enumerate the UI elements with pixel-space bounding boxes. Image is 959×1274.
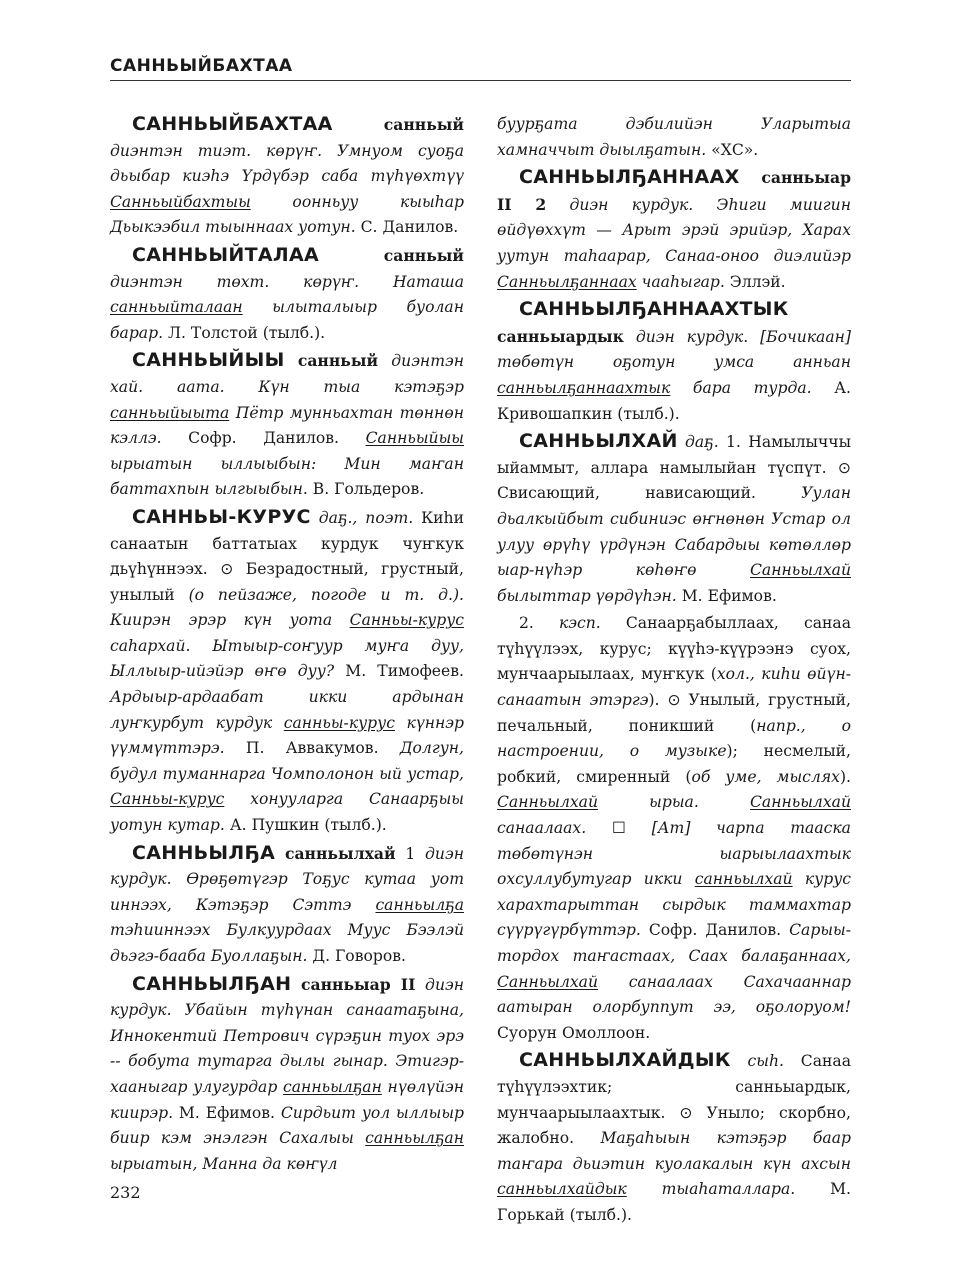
- entry-sannylga: САННЬЫЛҔА санньылхай 1 диэн курдук. Өрөҕөтүгэр Тоҕус кутаа уот иннээх, Кэтэҕэр Сэттэ санньылҕа тэһииннээх Булкуурдаах Муус Бээлэй дьэгэ-бааба Буоллаҕын. Д. Говоров.: [110, 841, 464, 965]
- usage-example-word: Санньыйыы: [365, 429, 464, 448]
- russian-translation-marker-icon: ⊙: [679, 1103, 693, 1122]
- russian-translation-marker-icon: ⊙: [837, 458, 851, 477]
- headword: САННЬЫЙТАЛАА: [132, 243, 319, 266]
- source-citation: В. Гольдеров.: [312, 480, 425, 499]
- usage-example-word: санньылҕа: [375, 895, 464, 914]
- usage-example-word: Санньылхай: [497, 972, 599, 991]
- source-citation: Д. Говоров.: [312, 947, 406, 965]
- source-citation: «ХС».: [711, 140, 759, 159]
- usage-example-word: санньы-курус: [283, 713, 395, 732]
- headword: САННЬЫЛҔА: [132, 841, 276, 864]
- running-head: САННЬЫЙБАХТАА: [110, 56, 293, 76]
- left-column: [110, 112, 464, 1179]
- cross-reference: санньый: [383, 245, 464, 265]
- cross-reference: санньый: [383, 115, 464, 134]
- source-citation: С. Данилов.: [360, 218, 459, 237]
- entry-sannylkhay-sense-2: 2. кэсп. Санаарҕабыллаах, санаа түһүүлээх, курус; күүһэ-күүрээнэ суох, мунчаарыылаах, муҥкук (хол., киһи өйүн-санаатын этэргэ). ⊙ Унылый, грустный, печальный, поникший (напр., о настроении, о музыке); несмелый, робкий, смиренный (об уме, мыслях). Санньылхай ырыа. Санньылхай санаалаах. ☐ [Ат] чарпа тааска төбөтүнэн ыарыылаахтык охсуллубутугар икки санньылхай курус харахтарыттан сырдык таммахтар сүүрүгүрбүттэр. Софр. Данилов. Сарыы-тордох таҥастаах, Саах балаҕаннаах, Санньылхай санаалаах Сахачааннар аатыран олорбуппут ээ, оҕолоруом! Суорун Омоллоон.: [497, 614, 852, 1042]
- headword: САННЬЫЙБАХТАА: [132, 113, 333, 135]
- headword: САННЬЫЛҔАН: [132, 972, 292, 995]
- usage-example-word: санньыйыыта: [110, 403, 230, 422]
- usage-example-word: санньыйталаан: [110, 298, 243, 317]
- source-citation: Софр. Данилов.: [188, 429, 366, 448]
- usage-example-word: Санньы-курус: [349, 611, 464, 630]
- cross-reference: санньыар II: [301, 974, 416, 994]
- entry-sannylkhay: САННЬЫЛХАЙ даҕ. 1. Намылыччы ыйаммыт, аллара намылыйан түспүт. ⊙ Свисающий, нависающий. Уулан дьалкыйбыт сибиниэс өҥнөнөн Устар ол улуу өрүһү үрдүнэн Сабардыы көтөллөр ыар-нүһэр көһөҥө Санньылхай былыттар үөрдүһэн. М. Ефимов.: [497, 430, 851, 605]
- usage-example-word: Санньыйбахтыы: [110, 192, 251, 211]
- headword: САННЬЫЙЫЫ: [132, 349, 285, 372]
- entry-continuation: буурҕата дэбилийэн Уларытыа хамначчыт дыылҕатын. «ХС».: [497, 115, 851, 159]
- source-citation: П. Аввакумов.: [245, 739, 400, 758]
- cross-reference: санньыардык: [497, 326, 624, 346]
- usage-example-word: Санньылхай: [749, 561, 851, 580]
- entry-sanny-kurus: САННЬЫ-КУРУС даҕ., поэт. Киһи санаатын баттатыах курдук чуҥкук дьүһүннээх. ⊙ Безрадостный, грустный, унылый (о пейзаже, погоде и т. д.). Киирэн эрэр күн уота Санньы-курус саһархай. Ытыыр-соҥуур муҥа дуу, Ыллыыр-ийэйэр өҥө дуу? М. Тимофеев. Ардыыр-ардаабат икки ардынан луҥкурбут курдук санньы-курус күннэр үүммүттэрэ. П. Аввакумов. Долгун, будул туманнарга Чомполонон ый устар, Санньы-курус хонууларга Санаарҕыы уотун кутар. А. Пушкин (тылб.).: [110, 505, 465, 835]
- page-number: 232: [110, 1183, 141, 1202]
- cross-reference: санньыар II 2: [497, 168, 851, 214]
- headword: САННЬЫЛХАЙДЫК: [519, 1049, 731, 1072]
- source-citation: М. Ефимов.: [178, 1103, 281, 1122]
- source-citation: Л. Толстой (тылб.).: [168, 323, 326, 342]
- usage-example-word: санньылҕан: [365, 1129, 464, 1148]
- source-citation: Эллэй.: [729, 272, 786, 291]
- usage-example-word: санньылҕаннаахтык: [497, 378, 671, 397]
- source-citation: Софр. Данилов.: [648, 921, 790, 940]
- phrase-marker-icon: ☐: [611, 819, 626, 838]
- usage-example-word: Санньылхай: [497, 793, 599, 812]
- headword: САННЬЫ-КУРУС: [132, 505, 311, 528]
- usage-example-word: санньылхайдык: [497, 1180, 627, 1199]
- entry-sannylgannaakh: САННЬЫЛҔАННААХ санньыар II 2 диэн курдук. Эһиги миигин өйдүөххүт — Арыт эрэй эрийэр, Харах уутун таһаарар, Санаа-оноо диэлийэр Санньылҕаннаах чааһыгар. Эллэй.: [497, 166, 851, 291]
- russian-translation-marker-icon: ⊙: [667, 691, 681, 710]
- entry-sannyiyyy: САННЬЫЙЫЫ санньый диэнтэн хай. аата. Күн тыа кэтэҕэр санньыйыыта Пётр мунньахтан төннөн кэллэ. Софр. Данилов. Санньыйыы ырыатын ыллыыбын: Мин маҥан баттахпын ылгыыбын. В. Гольдеров.: [110, 349, 464, 499]
- entry-sannyiytalaa: САННЬЫЙТАЛАА санньый диэнтэн төхт. көрүҥ. Наташа санньыйталаан ылыталыыр буолан барар. Л. Толстой (тылб.).: [110, 243, 464, 342]
- headword: САННЬЫЛҔАННААХ: [519, 166, 740, 189]
- usage-example-word: Санньылҕаннаах: [497, 272, 637, 291]
- entry-sannylgan: САННЬЫЛҔАН санньыар II диэн курдук. Убайын түһүнан санаатаҕына, Иннокентий Петрович сүрэҕин туох эрэ -- бобута тутарга дылы гынар. Этигэр-хааныгар улугурдар санньылҕан нүөлүйэн киирэр. М. Ефимов. Сирдьит уол ыллыыр биир кэм энэлгэн Сахалыы санньылҕан ырыатын, Манна да көҥүл: [110, 972, 464, 1173]
- entry-sannylgannaakhtyk: САННЬЫЛҔАННААХТЫК санньыардык диэн курдук. [Бочикаан] төбөтүн оҕотун умса анньан санньылҕаннаахтык бара турда. А. Кривошапкин (тылб.).: [497, 298, 851, 423]
- source-citation: А. Кривошапкин (тылб.).: [497, 378, 851, 423]
- source-citation: М. Горькай (тылб.).: [497, 1180, 851, 1224]
- cross-reference: санньылхай: [284, 843, 396, 863]
- russian-translation-marker-icon: ⊙: [220, 560, 234, 579]
- entry-sannylkhaydyk: САННЬЫЛХАЙДЫК сыһ. Санаа түһүүлээхтик; санньыардык, мунчаарыылаахтык. ⊙ Уныло; скорбно, жалобно. Маҕаһыын кэтэҕэр баар таҥара дьиэтин куолакалын күн ахсын санньылхайдык тыаһаталлара. М. Горькай (тылб.).: [497, 1049, 851, 1224]
- headword: САННЬЫЛҔАННААХТЫК: [519, 298, 789, 321]
- headword: САННЬЫЛХАЙ: [519, 430, 678, 453]
- source-citation: М. Ефимов.: [681, 586, 777, 605]
- right-column: [497, 112, 851, 1231]
- usage-example-word: Санньы-курус: [110, 790, 225, 809]
- usage-example-word: санньылхай: [694, 870, 793, 889]
- cross-reference: санньый: [297, 351, 379, 371]
- entry-sannyiybakhtaa: САННЬЫЙБАХТАА санньый диэнтэн тиэт. көрүҥ. Умнуом суоҕа дьыбар киэһэ Үрдүбэр саба түһүөхтүү Санньыйбахтыы оонньуу кыыһар Дьыкээбил тыыннаах уотун. С. Данилов.: [110, 113, 464, 237]
- source-citation: Суорун Омоллоон.: [497, 1023, 651, 1042]
- usage-example-word: санньылҕан: [283, 1077, 382, 1096]
- source-citation: М. Тимофеев.: [345, 662, 464, 681]
- header-rule: [110, 80, 851, 81]
- source-citation: А. Пушкин (тылб.).: [229, 816, 387, 835]
- usage-example-word: Санньылхай: [749, 793, 851, 812]
